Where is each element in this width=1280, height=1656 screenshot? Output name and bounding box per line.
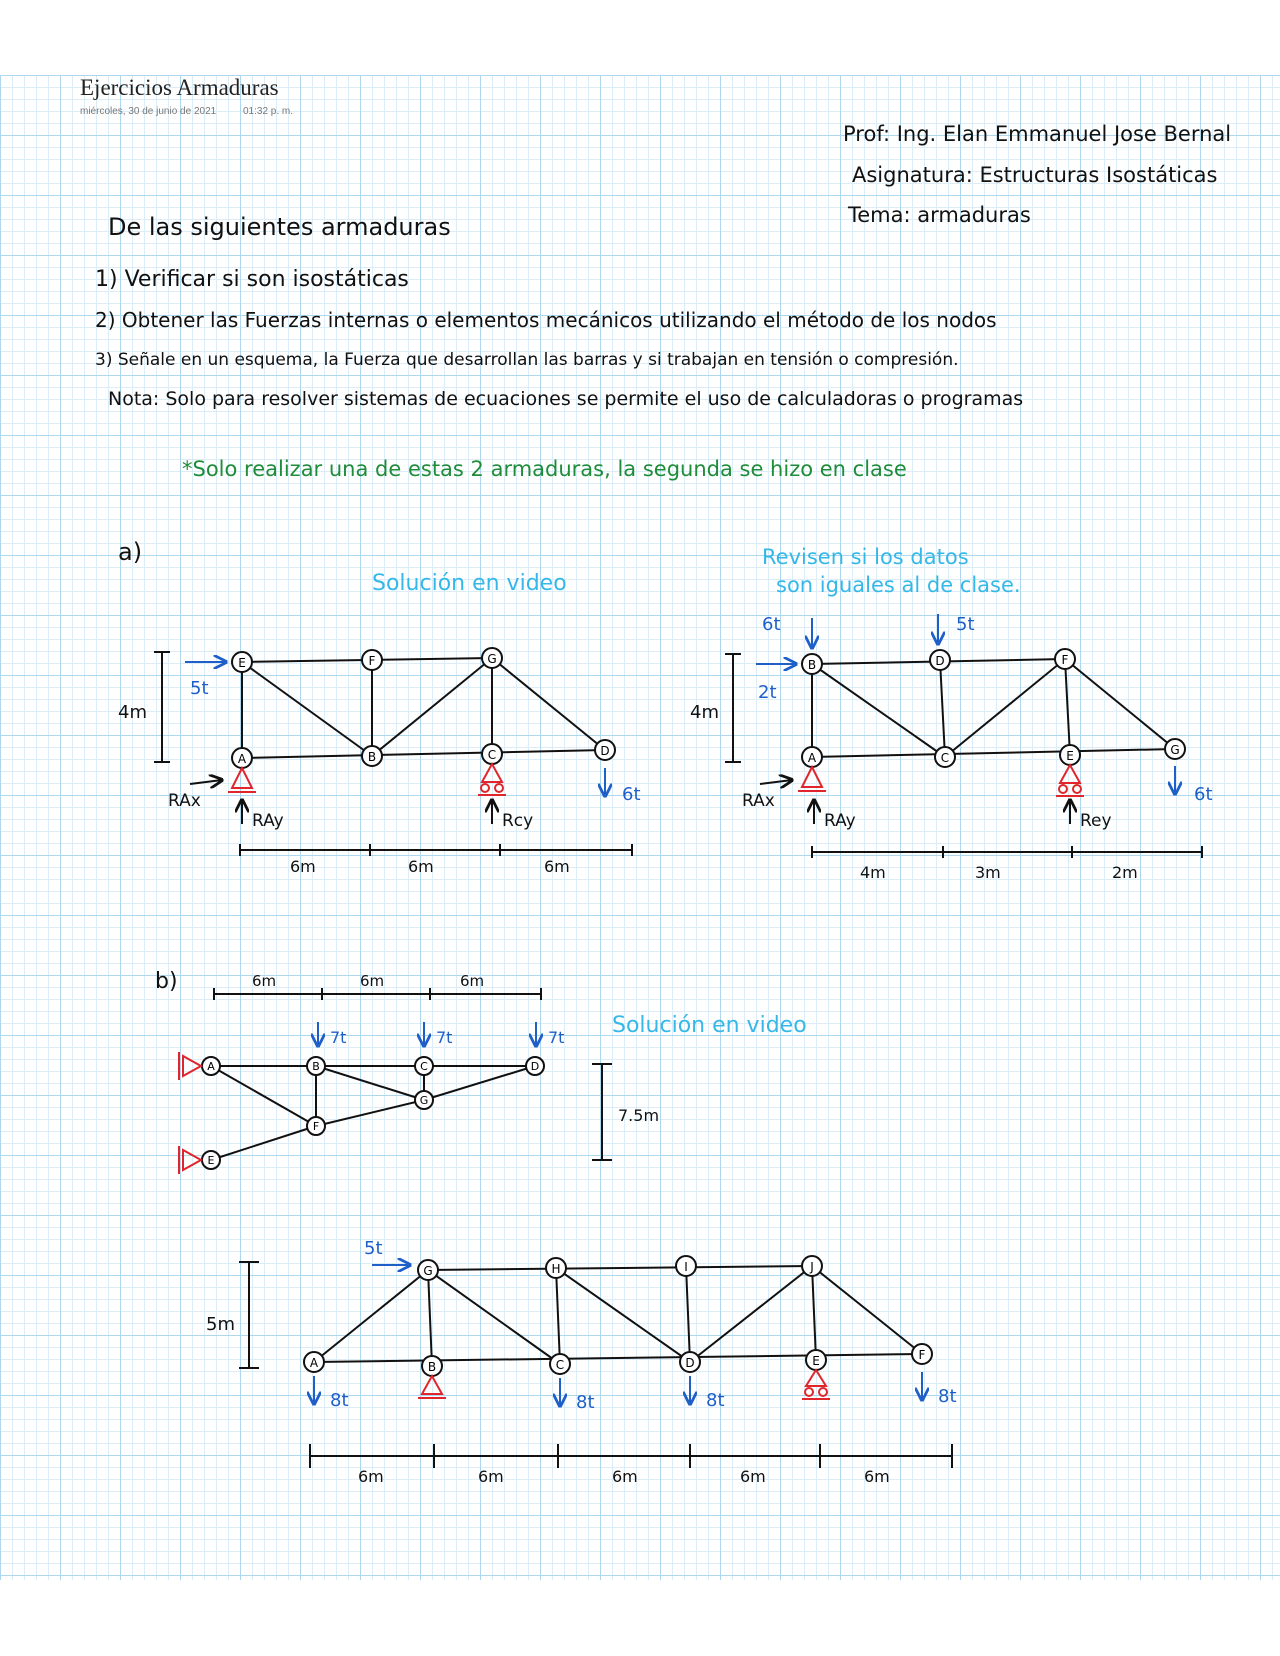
load-label: 8t bbox=[938, 1386, 957, 1407]
svg-text:G: G bbox=[487, 652, 497, 666]
node-D bbox=[526, 1057, 544, 1075]
instructions-intro: De las siguientes armaduras bbox=[108, 213, 451, 241]
svg-text:D: D bbox=[530, 1060, 540, 1073]
node-G bbox=[418, 1260, 438, 1280]
node-E bbox=[806, 1350, 826, 1370]
svg-text:H: H bbox=[551, 1262, 561, 1276]
load-label: 7t bbox=[548, 1028, 565, 1047]
truss-a-right-members bbox=[812, 659, 1175, 757]
pin-support-icon bbox=[798, 767, 826, 791]
node-E bbox=[202, 1151, 220, 1169]
svg-text:F: F bbox=[312, 1120, 320, 1133]
svg-text:E: E bbox=[812, 1354, 820, 1368]
truss-a-right bbox=[690, 545, 1213, 882]
svg-text:D: D bbox=[600, 744, 610, 758]
professor-line: Prof: Ing. Elan Emmanuel Jose Bernal bbox=[843, 122, 1232, 146]
svg-text:E: E bbox=[207, 1154, 215, 1167]
span-dimension bbox=[310, 1444, 952, 1468]
span-dimension bbox=[812, 846, 1202, 858]
reaction-arrow-icon bbox=[760, 780, 792, 784]
reaction-label: Rcy bbox=[502, 811, 534, 831]
instruction-3: 3) Señale en un esquema, la Fuerza que desarrollan las barras y si trabajan en tensión o compresión. bbox=[95, 350, 959, 370]
node-F bbox=[1055, 649, 1075, 669]
height-dimension bbox=[592, 1064, 612, 1160]
truss-a-left-members bbox=[242, 658, 605, 758]
svg-text:G: G bbox=[423, 1264, 433, 1278]
svg-text:J: J bbox=[810, 1260, 814, 1274]
svg-text:E: E bbox=[1066, 749, 1074, 763]
load-label: 6t bbox=[622, 784, 641, 805]
node-C bbox=[550, 1354, 570, 1374]
svg-text:C: C bbox=[487, 748, 497, 762]
span-label: 6m bbox=[460, 972, 485, 990]
span-label: 3m bbox=[975, 863, 1001, 882]
svg-text:B: B bbox=[427, 1360, 437, 1374]
node-F bbox=[912, 1344, 932, 1364]
span-label: 4m bbox=[860, 863, 886, 882]
height-dimension bbox=[239, 1262, 259, 1368]
node-B bbox=[802, 654, 822, 674]
svg-text:F: F bbox=[368, 654, 376, 668]
page-date: miércoles, 30 de junio de 2021 bbox=[80, 106, 217, 117]
node-A bbox=[202, 1057, 220, 1075]
load-label: 8t bbox=[706, 1390, 725, 1411]
pin-support-icon bbox=[179, 1052, 201, 1080]
height-label: 5m bbox=[206, 1314, 235, 1335]
span-label: 6m bbox=[740, 1467, 766, 1486]
node-D bbox=[680, 1352, 700, 1372]
instruction-2: 2) Obtener las Fuerzas internas o elementos mecánicos utilizando el método de los nodos bbox=[95, 308, 997, 332]
svg-text:D: D bbox=[685, 1356, 695, 1370]
pin-support-icon bbox=[179, 1146, 201, 1174]
instruction-1: 1) Verificar si son isostáticas bbox=[95, 267, 409, 292]
load-label: 2t bbox=[758, 682, 777, 703]
node-C bbox=[935, 747, 955, 767]
span-label: 6m bbox=[290, 857, 316, 876]
load-label: 8t bbox=[576, 1392, 595, 1413]
node-H bbox=[546, 1258, 566, 1278]
span-dimension bbox=[240, 844, 632, 856]
section-a-label: a) bbox=[118, 538, 143, 566]
roller-support-icon bbox=[1056, 765, 1084, 796]
svg-text:G: G bbox=[419, 1094, 429, 1107]
truss-b-long bbox=[206, 1238, 957, 1486]
reaction-label: Rey bbox=[1080, 811, 1112, 831]
page-time: 01:32 p. m. bbox=[242, 106, 294, 117]
node-G bbox=[415, 1091, 433, 1109]
load-label: 7t bbox=[330, 1028, 347, 1047]
video-note-a: Solución en video bbox=[372, 571, 567, 596]
section-b-label: b) bbox=[155, 969, 178, 994]
note-line: Nota: Solo para resolver sistemas de ecuaciones se permite el uso de calculadoras o programas bbox=[108, 388, 1024, 410]
svg-text:A: A bbox=[207, 1060, 215, 1073]
svg-text:F: F bbox=[918, 1348, 926, 1362]
node-B bbox=[307, 1057, 325, 1075]
svg-text:D: D bbox=[935, 654, 945, 668]
pin-support-icon bbox=[418, 1376, 446, 1398]
load-label: 5t bbox=[364, 1238, 383, 1259]
node-A bbox=[232, 748, 252, 768]
span-label: 6m bbox=[864, 1467, 890, 1486]
span-label: 2m bbox=[1112, 863, 1138, 882]
svg-text:B: B bbox=[367, 750, 377, 764]
height-label: 4m bbox=[118, 702, 147, 723]
node-D bbox=[930, 650, 950, 670]
svg-text:B: B bbox=[807, 658, 817, 672]
svg-text:G: G bbox=[1170, 743, 1180, 757]
page-title: Ejercicios Armaduras bbox=[80, 75, 279, 100]
node-E bbox=[232, 652, 252, 672]
review-note-2: son iguales al de clase. bbox=[776, 573, 1021, 597]
height-dimension bbox=[154, 652, 170, 762]
load-label: 8t bbox=[330, 1390, 349, 1411]
svg-text:F: F bbox=[1061, 653, 1069, 667]
span-label: 6m bbox=[360, 972, 385, 990]
load-label: 7t bbox=[436, 1028, 453, 1047]
span-label: 6m bbox=[612, 1467, 638, 1486]
node-J bbox=[802, 1256, 822, 1276]
node-G bbox=[482, 648, 502, 668]
roller-support-icon bbox=[478, 764, 506, 795]
span-label: 6m bbox=[358, 1467, 384, 1486]
height-dimension bbox=[725, 654, 741, 762]
reaction-label: RAx bbox=[168, 791, 201, 811]
reaction-label: RAy bbox=[824, 811, 856, 831]
subject-line: Asignatura: Estructuras Isostáticas bbox=[852, 163, 1218, 187]
pin-support-icon bbox=[228, 768, 256, 792]
node-D bbox=[595, 740, 615, 760]
node-E bbox=[1060, 745, 1080, 765]
svg-text:B: B bbox=[312, 1060, 320, 1073]
svg-text:E: E bbox=[238, 656, 246, 670]
node-C bbox=[415, 1057, 433, 1075]
video-note-b: Solución en video bbox=[612, 1013, 807, 1038]
reaction-label: RAy bbox=[252, 811, 284, 831]
node-G bbox=[1165, 739, 1185, 759]
truss-b-long-members bbox=[314, 1266, 922, 1366]
svg-text:A: A bbox=[237, 752, 247, 766]
truss-a-left bbox=[118, 538, 641, 876]
svg-text:A: A bbox=[807, 751, 817, 765]
svg-text:A: A bbox=[309, 1356, 319, 1370]
node-A bbox=[304, 1352, 324, 1372]
node-A bbox=[802, 747, 822, 767]
span-label: 6m bbox=[252, 972, 277, 990]
span-label: 6m bbox=[544, 857, 570, 876]
reaction-arrow-icon bbox=[190, 780, 222, 784]
reaction-label: RAx bbox=[742, 791, 775, 811]
load-label: 5t bbox=[956, 614, 975, 635]
span-label: 6m bbox=[408, 857, 434, 876]
load-label: 5t bbox=[190, 678, 209, 699]
height-label: 7.5m bbox=[618, 1106, 660, 1125]
load-label: 6t bbox=[762, 614, 781, 635]
node-B bbox=[362, 746, 382, 766]
svg-text:C: C bbox=[940, 751, 950, 765]
node-F bbox=[307, 1117, 325, 1135]
truss-b-cantilever bbox=[155, 969, 807, 1174]
review-note-1: Revisen si los datos bbox=[762, 545, 969, 569]
load-label: 6t bbox=[1194, 784, 1213, 805]
svg-text:C: C bbox=[420, 1060, 428, 1073]
span-label: 6m bbox=[478, 1467, 504, 1486]
svg-text:C: C bbox=[555, 1358, 565, 1372]
svg-text:I: I bbox=[684, 1260, 688, 1274]
node-B bbox=[422, 1356, 442, 1376]
node-I bbox=[676, 1256, 696, 1276]
green-note: *Solo realizar una de estas 2 armaduras, la segunda se hizo en clase bbox=[182, 457, 907, 481]
truss-b-cantilever-members bbox=[211, 1066, 535, 1160]
node-F bbox=[362, 650, 382, 670]
height-label: 4m bbox=[690, 702, 719, 723]
node-C bbox=[482, 744, 502, 764]
topic-line: Tema: armaduras bbox=[848, 203, 1031, 227]
roller-support-icon bbox=[802, 1370, 830, 1399]
